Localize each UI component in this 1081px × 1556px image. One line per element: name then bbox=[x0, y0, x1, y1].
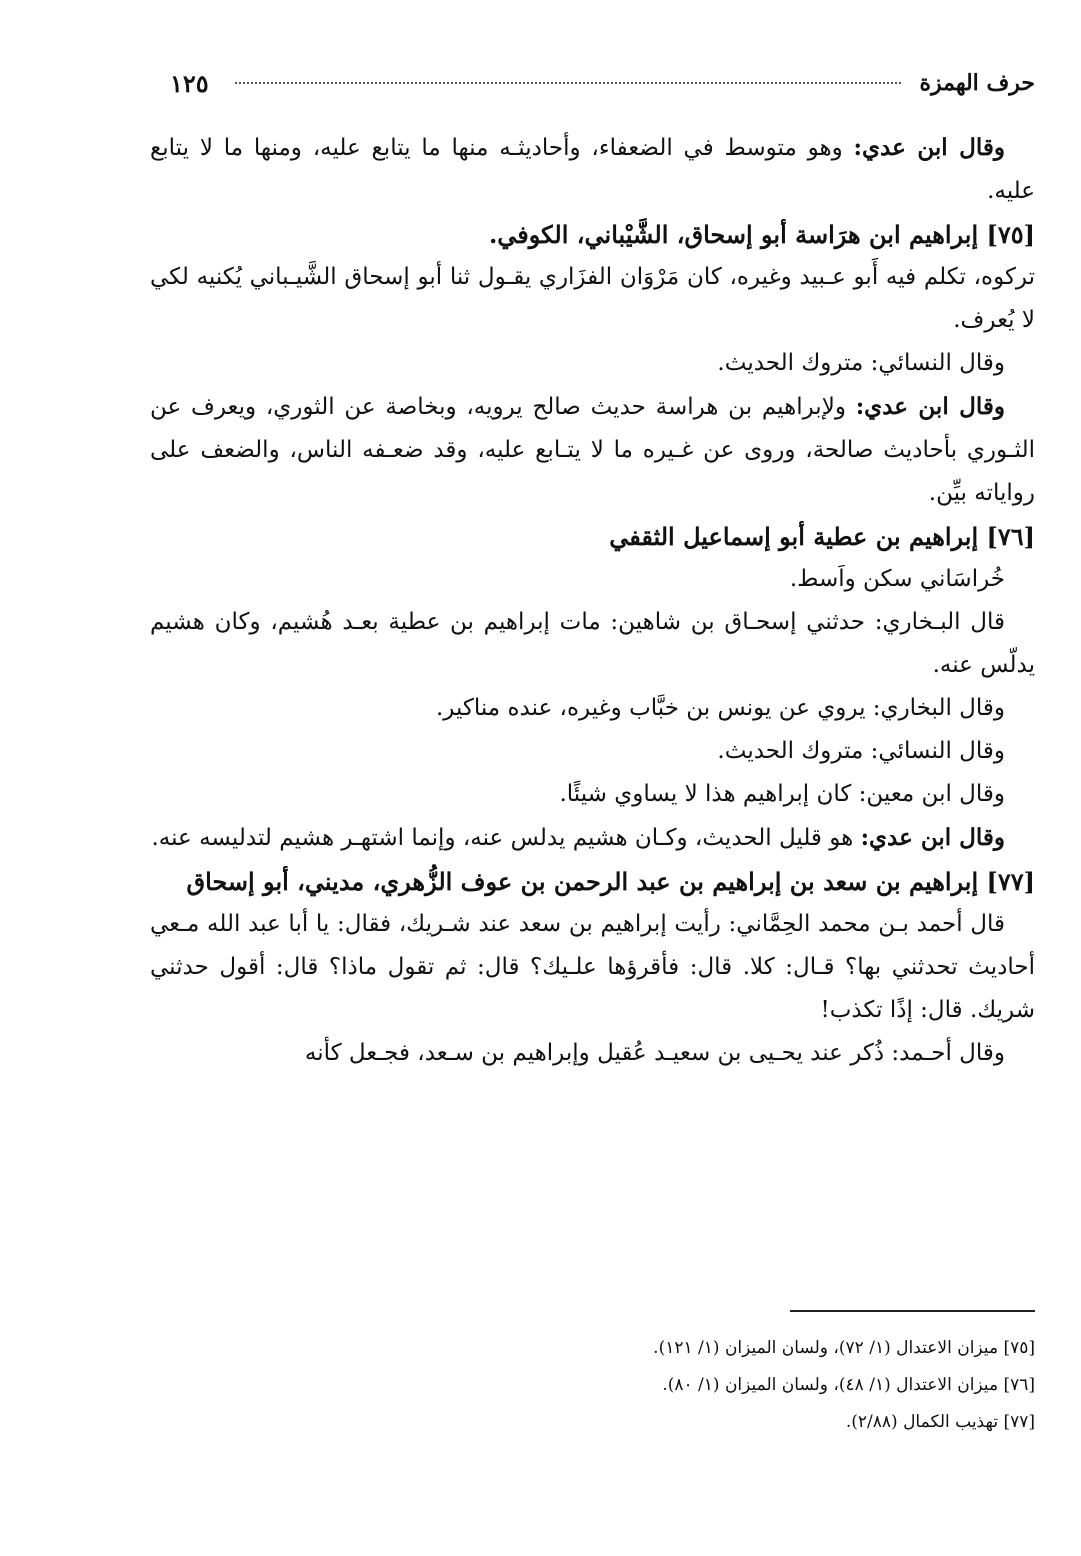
footnote-77: [٧٧] تهذيب الكمال (٢/٨٨). bbox=[845, 1412, 1035, 1432]
footnote-75: [٧٥] ميزان الاعتدال (١/ ٧٢)، ولسان الميزان (١/ ١٢١). bbox=[653, 1338, 1035, 1358]
footnote-divider bbox=[790, 1310, 1035, 1312]
paragraph: وقال البخاري: يروي عن يونس بن خبَّاب وغيره، عنده مناكير. bbox=[435, 695, 1005, 721]
paragraph-text: وهو متوسط في الضعفاء، وأحاديثـه منها ما يتابع عليه، ومنها ما لا يتابع عليه. bbox=[150, 135, 1035, 204]
paragraph bbox=[150, 126, 1035, 213]
paragraph: تركوه، تكلم فيه أَبو عـبيد وغيره، كان مَرْوَان الفزَاري يقـول ثنا أبو إسحاق الشَّيـباني يُكنيه لكي لا يُعرف. bbox=[150, 264, 1035, 333]
paragraph: وقال النسائي: متروك الحديث. bbox=[717, 350, 1005, 376]
book-page bbox=[150, 58, 1035, 1498]
paragraph: قال البـخاري: حدثني إسحـاق بن شاهين: مات إبراهيم بن عطية بعـد هُشيم، وكان هشيم يدلّس عنه. bbox=[150, 609, 1035, 678]
entry-heading-77: [٧٧] إبراهيم بن سعد بن إبراهيم بن عبد الرحمن بن عوف الزُّهري، مديني، أبو إسحاق bbox=[186, 867, 1035, 896]
entry-heading-75: [٧٥] إبراهيم ابن هرَاسة أبو إسحاق، الشَّيْباني، الكوفي. bbox=[488, 220, 1035, 249]
page-number: ١٢٥ bbox=[170, 68, 209, 98]
paragraph: وقال ابن معين: كان إبراهيم هذا لا يساوي شيئًا. bbox=[559, 781, 1005, 807]
entry-heading-76: [٧٦] إبراهيم بن عطية أبو إسماعيل الثقفي bbox=[609, 522, 1035, 551]
footnotes bbox=[150, 1330, 1035, 1441]
main-text bbox=[150, 126, 1035, 1075]
header-divider bbox=[235, 82, 902, 84]
speaker-label: وقال ابن عدي: bbox=[860, 824, 1005, 851]
paragraph: وقال النسائي: متروك الحديث. bbox=[717, 738, 1005, 764]
paragraph: خُراسَاني سكن واَسط. bbox=[789, 566, 1005, 592]
paragraph bbox=[150, 816, 1035, 860]
speaker-label: وقال ابن عدي: bbox=[855, 393, 1005, 420]
running-head: حرف الهمزة bbox=[919, 70, 1035, 96]
paragraph: قال أحمد بـن محمد الحِمَّاني: رأيت إبراهيم بن سعد عند شـريك، فقال: يا أبا عبد الله مـعي أحاديث تحدثني بها؟ قـال: كلا. قال: فأقرؤها علـيك؟ قال: ثم تقول ماذا؟ قال: أقول حدثني شريك. قال: إذًا تكذب! bbox=[150, 911, 1035, 1023]
paragraph: وقال أحـمد: ذُكر عند يحـيى بن سعيـد عُقيل وإبراهيم بن سـعد، فجـعل كأنه bbox=[304, 1040, 1005, 1066]
speaker-label: وقال ابن عدي: bbox=[853, 134, 1005, 161]
paragraph-text: هو قليل الحديث، وكـان هشيم يدلس عنه، وإنما اشتهـر هشيم لتدليسه عنه. bbox=[151, 825, 861, 851]
paragraph-text: ولإبراهيم بن هراسة حديث صالح يرويه، وبخاصة عن الثوري، ويعرف عن الثـوري بأحاديث صالحة، وروى عن غـيره ما لا يتـابع عليه، وقد ضعـفه الناس، والضعف على رواياته بيِّن. bbox=[150, 394, 1035, 506]
page-header bbox=[150, 58, 1035, 108]
paragraph bbox=[150, 385, 1035, 515]
footnote-76: [٧٦] ميزان الاعتدال (١/ ٤٨)، ولسان الميزان (١/ ٨٠). bbox=[662, 1375, 1035, 1395]
